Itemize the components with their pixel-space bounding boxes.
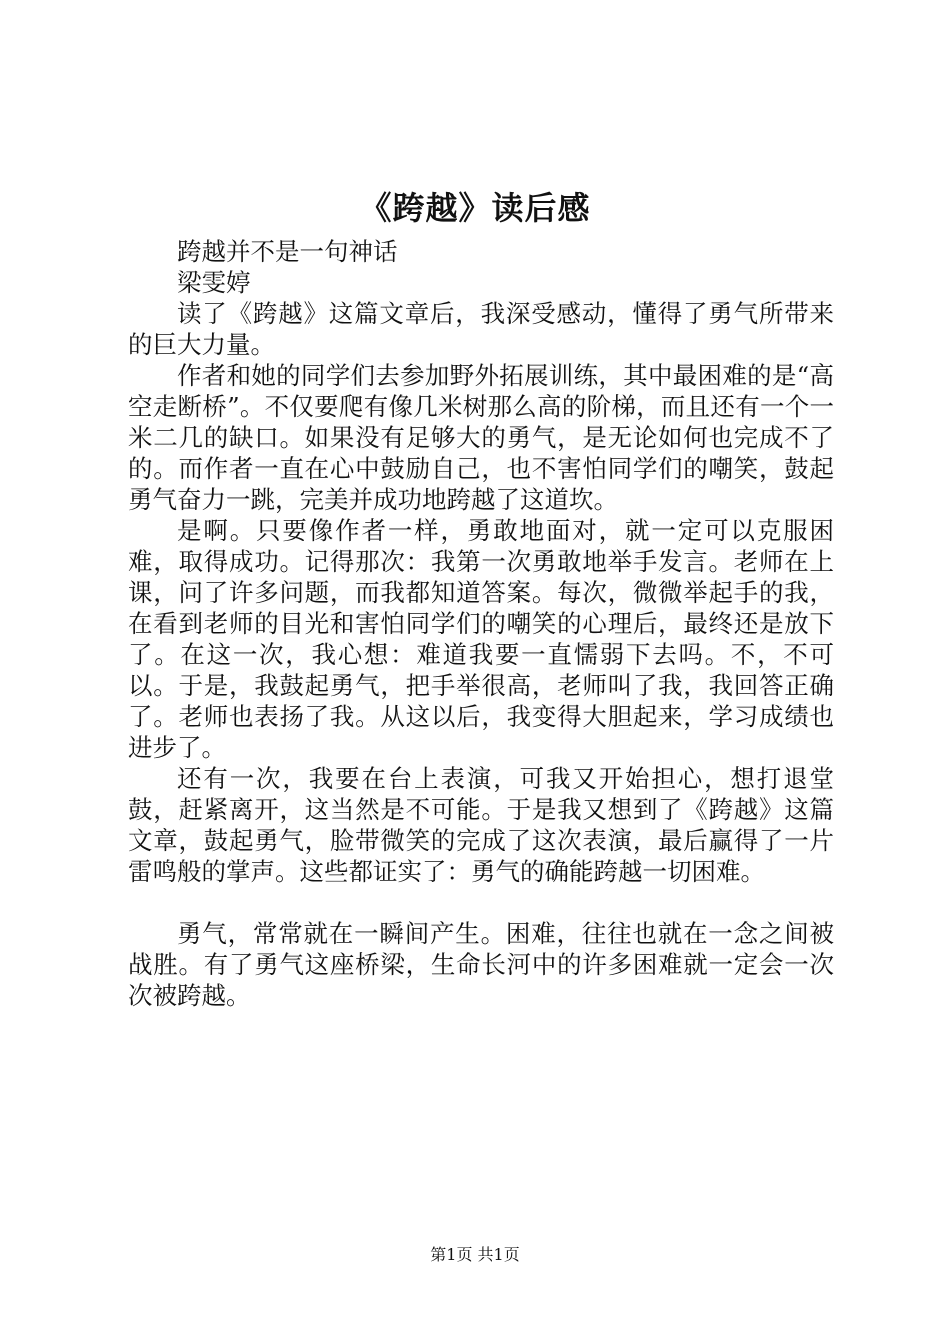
paragraph-2: 作者和她的同学们去参加野外拓展训练，其中最困难的是“高空走断桥”。不仅要爬有像几米树那么高的阶梯，而且还有一个一米二几的缺口。如果没有足够大的勇气，是无论如何也完成不了的。而作者一直在心中鼓励自己，也不害怕同学们的嘲笑，鼓起勇气奋力一跳，完美并成功地跨越了这道坎。 — [128, 361, 834, 514]
paragraph-3: 是啊。只要像作者一样，勇敢地面对，就一定可以克服困难，取得成功。记得那次：我第一次勇敢地举手发言。老师在上课，问了许多问题，而我都知道答案。每次，微微举起手的我，在看到老师的目光和害怕同学们的嘲笑的心理后，最终还是放下了。在这一次，我心想：难道我要一直懦弱下去吗。不，不可以。于是，我鼓起勇气，把手举很高，老师叫了我，我回答正确了。老师也表扬了我。从这以后，我变得大胆起来，学习成绩也进步了。 — [128, 516, 834, 762]
paragraph-4: 还有一次，我要在台上表演，可我又开始担心，想打退堂鼓，赶紧离开，这当然是不可能。于是我又想到了《跨越》这篇文章，鼓起勇气，脸带微笑的完成了这次表演，最后赢得了一片雷鸣般的掌声。这些都证实了：勇气的确能跨越一切困难。 — [128, 764, 834, 886]
subtitle-line: 跨越并不是一句神话 — [177, 237, 398, 266]
page-footer: 第1页 共1页 — [430, 1245, 520, 1264]
paragraph-5: 勇气，常常就在一瞬间产生。困难，往往也就在一念之间被战胜。有了勇气这座桥梁，生命长河中的许多困难就一定会一次次被跨越。 — [128, 919, 834, 1010]
paragraph-1: 读了《跨越》这篇文章后，我深受感动，懂得了勇气所带来的巨大力量。 — [128, 299, 834, 359]
document-title: 《跨越》读后感 — [359, 189, 591, 227]
document-body — [128, 236, 834, 1011]
author-line: 梁雯婷 — [177, 268, 251, 297]
